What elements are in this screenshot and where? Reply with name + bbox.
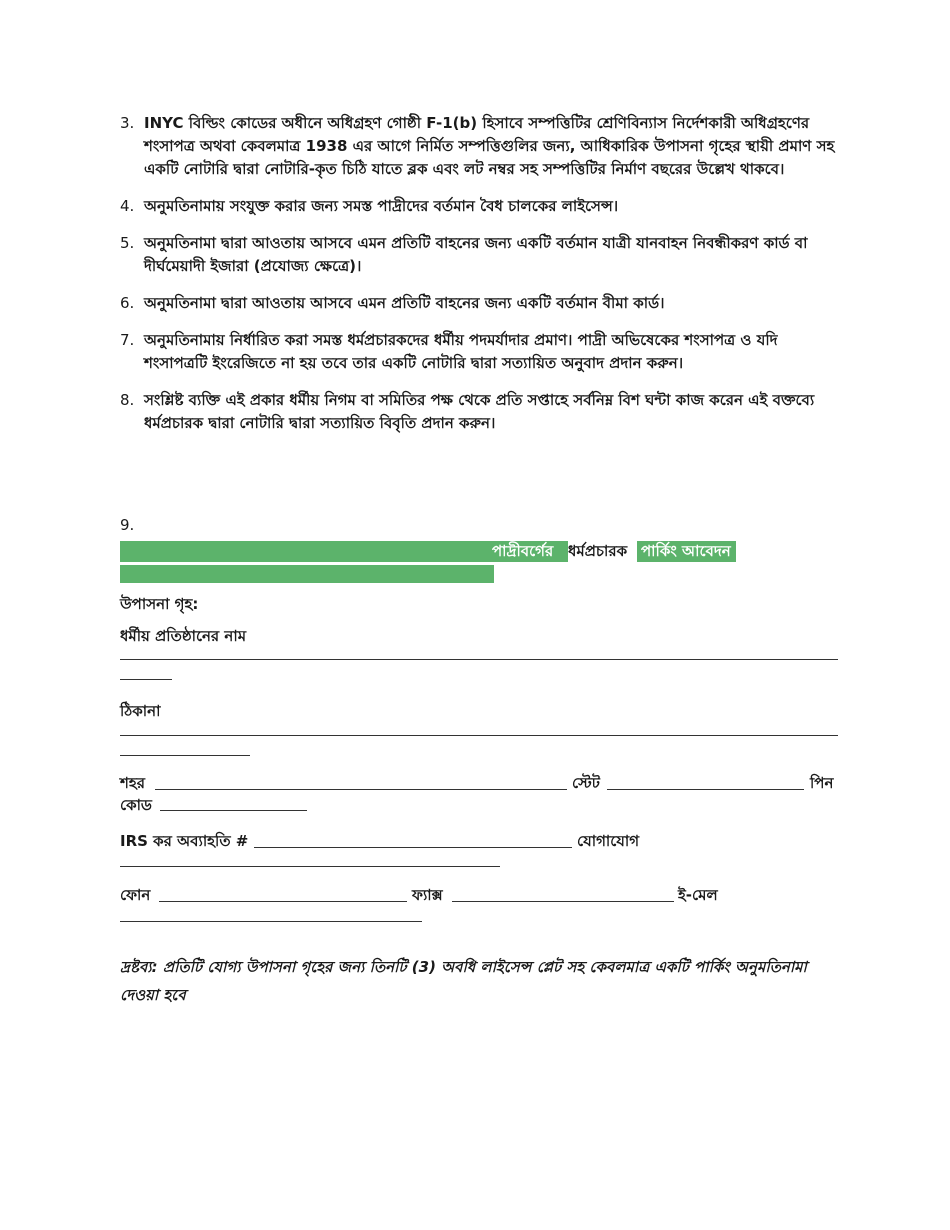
state-input[interactable] (607, 789, 804, 790)
org-name-input-continued[interactable] (120, 679, 172, 680)
requirements-list (120, 112, 840, 449)
item-text: অনুমতিনামায় নির্ধারিত করা সমস্ত ধর্মপ্রচারকদের ধর্মীয় পদমর্যাদার প্রমাণ। পাদ্রী অভিষেকের শংসাপত্র ও যদি শংসাপত্রটি ইংরেজিতে না হয় তবে তার একটি নোটারি দ্বারা সত্যায়িত অনুবাদ প্রদান করুন। (144, 331, 778, 372)
item-number: 4. (120, 197, 135, 215)
pin-code-input[interactable] (160, 810, 307, 811)
pin-code-label: কোড (120, 796, 152, 814)
city-input[interactable] (155, 789, 567, 790)
item-text: সংশ্লিষ্ট ব্যক্তি এই প্রকার ধর্মীয় নিগম বা সমিতির পক্ষ থেকে প্রতি সপ্তাহে সর্বনিম্ন বিশ ঘন্টা কাজ করেন এই বক্তব্যে ধর্মপ্রচারক দ্বারা নোটারি দ্বারা সত্যায়িত বিবৃতি প্রদান করুন। (144, 391, 815, 432)
city-label: শহর (120, 774, 146, 792)
list-item (120, 389, 840, 435)
list-item (120, 232, 840, 278)
header-clergy: পাদ্রীবর্গের (492, 542, 554, 560)
address-label: ঠিকানা (120, 702, 161, 720)
header-preacher: ধর্মপ্রচারক (568, 542, 628, 560)
phone-label: ফোন (120, 886, 151, 904)
item-9-number: 9. (120, 516, 135, 534)
list-item (120, 112, 840, 181)
fax-input[interactable] (452, 901, 674, 902)
email-input[interactable] (120, 921, 422, 922)
address-input[interactable] (120, 735, 838, 736)
item-text: অনুমতিনামায় সংযুক্ত করার জন্য সমস্ত পাদ্রীদের বর্তমান বৈধ চালকের লাইসেন্স। (144, 197, 619, 215)
irs-exemption-input[interactable] (254, 847, 572, 848)
org-name-label: ধর্মীয় প্রতিষ্ঠানের নাম (120, 627, 247, 645)
list-item (120, 195, 840, 218)
item-number: 3. (120, 114, 135, 132)
list-item (120, 292, 840, 315)
item-number: 8. (120, 391, 135, 409)
address-input-continued[interactable] (120, 755, 250, 756)
item-text: অনুমতিনামা দ্বারা আওতায় আসবে এমন প্রতিটি বাহনের জন্য একটি বর্তমান যাত্রী যানবাহন নিবন্ধীকরণ কার্ড বা দীর্ঘমেয়াদী ইজারা (প্রযোজ্য ক্ষেত্রে)। (144, 234, 808, 275)
header-bar-secondary (120, 565, 494, 583)
header-parking-application: পার্কিং আবেদন (637, 541, 736, 562)
contact-input[interactable] (120, 866, 500, 867)
state-label: স্টেট (572, 774, 600, 792)
item-number: 6. (120, 294, 135, 312)
item-text: অনুমতিনামা দ্বারা আওতায় আসবে এমন প্রতিটি বাহনের জন্য একটি বর্তমান বীমা কার্ড। (144, 294, 665, 312)
list-item (120, 329, 840, 375)
fax-label: ফ্যাক্স (412, 886, 443, 904)
house-of-worship-label: উপাসনা গৃহ: (120, 595, 199, 613)
email-label: ই-মেল (678, 886, 718, 904)
pin-label: পিন (810, 774, 834, 792)
permit-note: দ্রষ্টব্য: প্রতিটি যোগ্য উপাসনা গৃহের জন্য তিনটি (3) অবধি লাইসেন্স প্লেট সহ কেবলমাত্র একটি পার্কিং অনুমতিনামা দেওয়া হবে (120, 958, 807, 1004)
item-number: 5. (120, 234, 135, 252)
irs-exemption-label: IRS কর অব্যাহতি # (120, 832, 249, 850)
item-text: INYC বিল্ডিং কোডের অধীনে অধিগ্রহণ গোষ্ঠী F-1(b) হিসাবে সম্পত্তিটির শ্রেণিবিন্যাস নির্দেশকারী অধিগ্রহণের শংসাপত্র অথবা কেবলমাত্র 1938 এর আগে নির্মিত সম্পত্তিগুলির জন্য, আধিকারিক উপাসনা গৃহের স্থায়ী প্রমাণ সহ একটি নোটারি দ্বারা নোটারি-কৃত চিঠি যাতে ব্লক এবং লট নম্বর সহ সম্পত্তিটির নির্মাণ বছরের উল্লেখ থাকবে। (144, 114, 835, 178)
phone-input[interactable] (159, 901, 407, 902)
item-number: 7. (120, 331, 135, 349)
contact-label: যোগাযোগ (577, 832, 640, 850)
org-name-input[interactable] (120, 659, 838, 660)
